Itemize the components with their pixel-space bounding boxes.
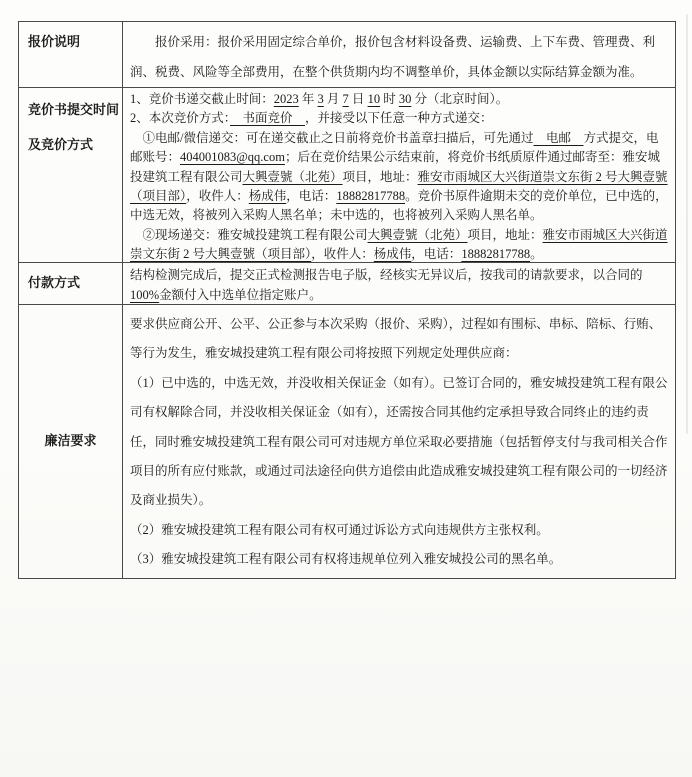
row-content-submission: 1、竞价书递交截止时间：2023 年 3 月 7 日 10 时 30 分（北京时间）。 2、本次竞价方式： 书面竞价 ，并接受以下任意一种方式递交： ①电邮/微信递交：可在递交截止之日前将竞价书盖章扫描后，可先通过 电邮 方式提交，电邮账号：404001083@qq.com；后在竞价结果公示结束前，将竞价书纸质原件通过邮寄至：雅安城投建筑工程有限公司大興壹號（北苑）项目，地址：雅安市雨城区大兴街道崇文东街 2 号大興壹號（项目部），收件人：杨成伟，电话：18882817788。竞价书原件逾期未交的竞价单位，已中选的，中选无效，将被列入采购人黑名单；未中选的，也将被列入采购人黑名单。 ②现场递交：雅安城投建筑工程有限公司大興壹號（北苑）项目，地址：雅安市雨城区大兴街道崇文东街 2 号大興壹號（项目部），收件人：杨成伟，电话：18882817788。: [123, 87, 675, 262]
row-content-payment: 结构检测完成后，提交正式检测报告电子版，经核实无异议后，按我司的请款要求，以合同的 100%金额付入中选单位指定账户。: [123, 262, 675, 304]
row-label-submission: 竞价书提交时间及竞价方式: [19, 87, 123, 262]
row-label-integrity: 廉洁要求: [19, 304, 123, 578]
row-content-integrity: 要求供应商公开、公平、公正参与本次采购（报价、采购），过程如有围标、串标、陪标、行贿、等行为发生，雅安城投建筑工程有限公司将按照下列规定处理供应商： （1）已中选的，中选无效，并没收相关保证金（如有）。已签订合同的，雅安城投建筑工程有限公司有权解除合同，并没收相关保证金（如有），还需按合同其他约定承担导致合同终止的违约责任，同时雅安城投建筑工程有限公司可对违规方单位采取必要措施（包括暂停支付与我司相关合作项目的所有应付账款，或通过司法途径向供方追偿由此造成雅安城投建筑工程有限公司的一切经济及商业损失）。 （2）雅安城投建筑工程有限公司有权可通过诉讼方式向违规供方主张权利。 （3）雅安城投建筑工程有限公司有权将违规单位列入雅安城投公司的黑名单。: [123, 304, 675, 578]
quotation-info-table: [18, 21, 676, 579]
row-label-quote-note: 报价说明: [19, 22, 123, 87]
scan-edge-artifact: [686, 14, 688, 434]
row-label-payment: 付款方式: [19, 262, 123, 304]
row-content-quote-note: 报价采用：报价采用固定综合单价，报价包含材料设备费、运输费、上下车费、管理费、利润、税费、风险等全部费用，在整个供货期内均不调整单价，具体金额以实际结算金额为准。: [130, 35, 656, 79]
